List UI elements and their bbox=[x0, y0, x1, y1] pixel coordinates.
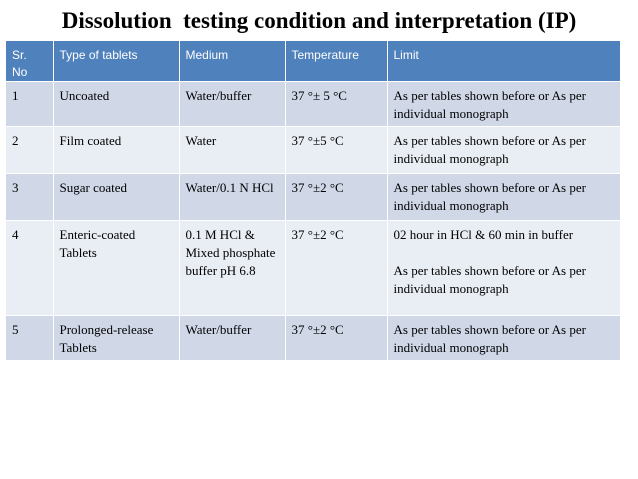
limit-text: As per tables shown before or As per individual monograph bbox=[393, 88, 586, 121]
cell-temperature: 37 °±2 °C bbox=[285, 174, 387, 221]
limit-text: As per tables shown before or As per individual monograph bbox=[393, 133, 586, 166]
cell-limit bbox=[387, 174, 620, 221]
cell-sr: 1 bbox=[6, 82, 53, 127]
limit-text: As per tables shown before or As per individual monograph bbox=[393, 180, 586, 213]
cell-medium: Water bbox=[179, 127, 285, 174]
cell-sr: 4 bbox=[6, 221, 53, 316]
cell-type: Enteric-coated Tablets bbox=[53, 221, 179, 316]
cell-medium: Water/buffer bbox=[179, 316, 285, 361]
table-row bbox=[6, 316, 620, 361]
table-row bbox=[6, 127, 620, 174]
cell-limit bbox=[387, 82, 620, 127]
cell-limit bbox=[387, 221, 620, 316]
header-medium: Medium bbox=[179, 41, 285, 82]
cell-temperature: 37 °± 5 °C bbox=[285, 82, 387, 127]
table-row bbox=[6, 174, 620, 221]
cell-temperature: 37 °±2 °C bbox=[285, 316, 387, 361]
cell-type: Prolonged-release Tablets bbox=[53, 316, 179, 361]
cell-sr: 2 bbox=[6, 127, 53, 174]
limit-spacer bbox=[394, 244, 615, 262]
limit-text: As per tables shown before or As per individual monograph bbox=[393, 322, 586, 355]
slide-title: Dissolution testing condition and interpretation (IP) bbox=[61, 8, 577, 33]
header-sr-no bbox=[6, 41, 53, 82]
header-sr-no-line1: Sr. bbox=[12, 48, 27, 62]
limit-text: As per tables shown before or As per individual monograph bbox=[393, 263, 586, 296]
cell-medium: 0.1 M HCl & Mixed phosphate buffer pH 6.8 bbox=[179, 221, 285, 316]
cell-medium: Water/buffer bbox=[179, 82, 285, 127]
limit-text: 02 hour in HCl & 60 min in buffer bbox=[393, 227, 574, 242]
table-header-row bbox=[6, 41, 620, 82]
header-temperature: Temperature bbox=[285, 41, 387, 82]
cell-type: Uncoated bbox=[53, 82, 179, 127]
header-type: Type of tablets bbox=[53, 41, 179, 82]
header-limit: Limit bbox=[387, 41, 620, 82]
cell-sr: 3 bbox=[6, 174, 53, 221]
cell-type: Film coated bbox=[53, 127, 179, 174]
cell-temperature: 37 °±5 °C bbox=[285, 127, 387, 174]
cell-temperature: 37 °±2 °C bbox=[285, 221, 387, 316]
cell-medium: Water/0.1 N HCl bbox=[179, 174, 285, 221]
cell-sr: 5 bbox=[6, 316, 53, 361]
cell-limit bbox=[387, 316, 620, 361]
dissolution-table bbox=[6, 41, 620, 361]
cell-limit bbox=[387, 127, 620, 174]
table-row bbox=[6, 221, 620, 316]
header-sr-no-line2: No bbox=[12, 65, 28, 79]
cell-type: Sugar coated bbox=[53, 174, 179, 221]
table-row bbox=[6, 82, 620, 127]
